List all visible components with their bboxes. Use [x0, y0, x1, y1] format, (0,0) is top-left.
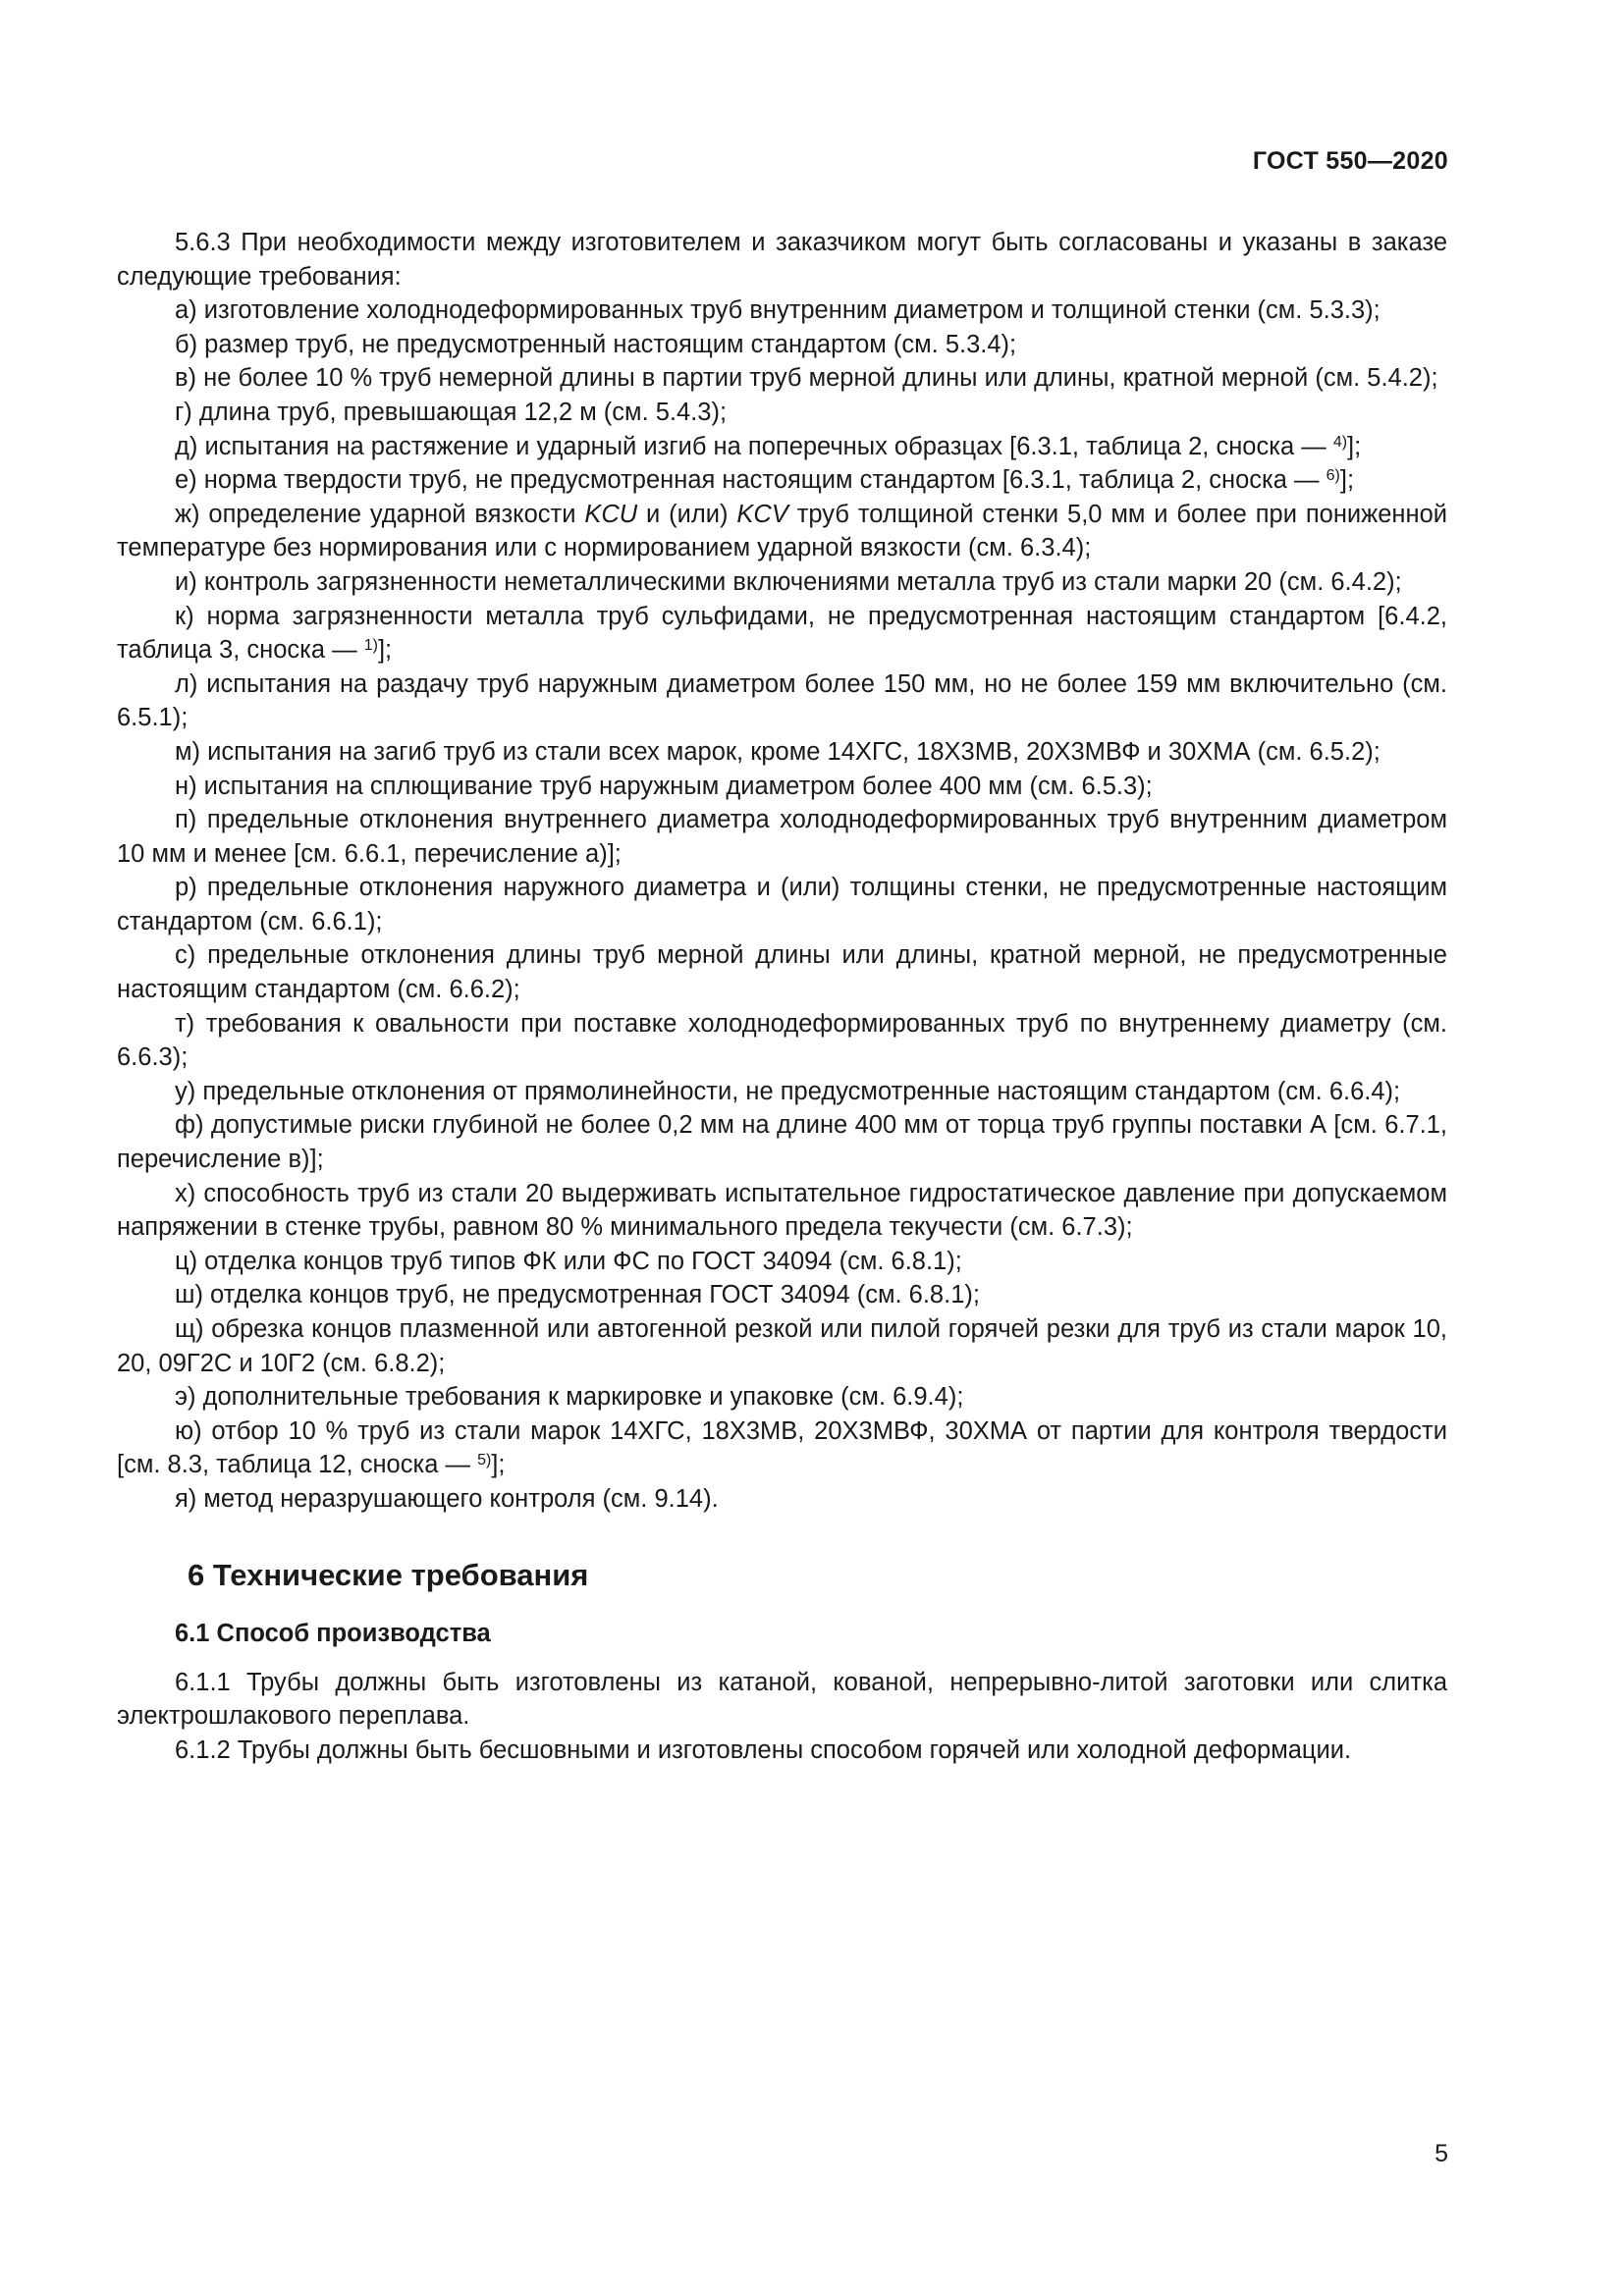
requirement-item: с) предельные отклонения длины труб мерной длины или длины, кратной мерной, не предусмотренные настоящим стандартом (см. 6.6.2);: [117, 941, 1447, 1004]
document-body: [117, 226, 1447, 1767]
section-heading: 6 Технические требования: [188, 1557, 589, 1592]
requirement-item: ф) допустимые риски глубиной не более 0,2 мм на длине 400 мм от торца труб группы поставки А [см. 6.7.1, перечисление в)];: [117, 1111, 1447, 1174]
clause-5-6-3-intro: 5.6.3 При необходимости между изготовителем и заказчиком могут быть согласованы и указаны в заказе следующие требования:: [117, 229, 1447, 291]
requirement-item: ш) отделка концов труб, не предусмотренная ГОСТ 34094 (см. 6.8.1);: [175, 1281, 980, 1309]
requirement-item: у) предельные отклонения от прямолинейности, не предусмотренные настоящим стандартом (см. 6.6.4);: [175, 1077, 1401, 1105]
requirement-item: ц) отделка концов труб типов ФК или ФС по ГОСТ 34094 (см. 6.8.1);: [175, 1247, 962, 1275]
section-paragraph: 6.1.1 Трубы должны быть изготовлены из катаной, кованой, непрерывно-литой заготовки или слитка электрошлакового переплава.: [117, 1668, 1447, 1731]
document-code-header: ГОСТ 550—2020: [1252, 147, 1448, 175]
requirement-item: б) размер труб, не предусмотренный настоящим стандартом (см. 5.3.4);: [175, 330, 1017, 358]
section-paragraphs: [117, 1666, 1447, 1768]
section-paragraph: 6.1.2 Трубы должны быть бесшовными и изготовлены способом горячей или холодной деформации.: [175, 1735, 1352, 1764]
requirement-item: ю) отбор 10 % труб из стали марок 14ХГС, 18Х3МВ, 20Х3МВФ, 30ХМА от партии для контроля твердости [см. 8.3, таблица 12, сноска — $^{5)}$];: [117, 1416, 1447, 1479]
requirement-item: п) предельные отклонения внутреннего диаметра холоднодеформированных труб внутренним диаметром 10 мм и менее [см. 6.6.1, перечисление а)];: [117, 806, 1447, 868]
requirement-item: а) изготовление холоднодеформированных труб внутренним диаметром и толщиной стенки (см. 5.3.3);: [175, 296, 1380, 325]
requirement-item: х) способность труб из стали 20 выдерживать испытательное гидростатическое давление при допускаемом напряжении в стенке трубы, равном 80 % минимального предела текучести (см. 6.7.3);: [117, 1179, 1447, 1242]
requirement-item: щ) обрезка концов плазменной или автогенной резкой или пилой горячей резки для труб из стали марок 10, 20, 09Г2С и 10Г2 (см. 6.8.2);: [117, 1315, 1447, 1377]
requirement-item: л) испытания на раздачу труб наружным диаметром более 150 мм, но не более 159 мм включительно (см. 6.5.1);: [117, 669, 1447, 732]
page-number: 5: [1435, 2140, 1448, 2167]
requirement-item: к) норма загрязненности металла труб сульфидами, не предусмотренная настоящим стандартом [6.4.2, таблица 3, сноска — $^{1)}$];: [117, 602, 1447, 665]
requirement-item: и) контроль загрязненности неметаллическими включениями металла труб из стали марки 20 (см. 6.4.2);: [175, 567, 1402, 596]
requirement-item: н) испытания на сплющивание труб наружным диаметром более 400 мм (см. 6.5.3);: [175, 772, 1153, 800]
requirement-item: д) испытания на растяжение и ударный изгиб на поперечных образцах [6.3.1, таблица 2, сноска — $^{4)}$];: [175, 432, 1362, 460]
requirement-item: я) метод неразрушающего контроля (см. 9.14).: [175, 1484, 719, 1513]
subsection-heading: 6.1 Способ производства: [175, 1619, 491, 1647]
requirement-item: м) испытания на загиб труб из стали всех марок, кроме 14ХГС, 18Х3МВ, 20Х3МВФ и 30ХМА (см. 6.5.2);: [175, 737, 1380, 766]
requirement-item: э) дополнительные требования к маркировке и упаковке (см. 6.9.4);: [175, 1383, 964, 1412]
requirements-list: [117, 294, 1447, 1516]
requirement-item: г) длина труб, превышающая 12,2 м (см. 5.4.3);: [175, 398, 728, 426]
requirement-item: р) предельные отклонения наружного диаметра и (или) толщины стенки, не предусмотренные настоящим стандартом (см. 6.6.1);: [117, 874, 1447, 935]
requirement-item: т) требования к овальности при поставке холоднодеформированных труб по внутреннему диаметру (см. 6.6.3);: [117, 1009, 1447, 1072]
requirement-item: е) норма твердости труб, не предусмотренная настоящим стандартом [6.3.1, таблица 2, сноска — $^{6)}$];: [175, 466, 1355, 495]
requirement-item: в) не более 10 % труб немерной длины в партии труб мерной длины или длины, кратной мерной (см. 5.4.2);: [175, 364, 1438, 393]
requirement-item: ж) определение ударной вязкости KCU и (или) KCV труб толщиной стенки 5,0 мм и более при пониженной температуре без нормирования или с нормированием ударной вязкости (см. 6.3.4);: [117, 500, 1447, 562]
